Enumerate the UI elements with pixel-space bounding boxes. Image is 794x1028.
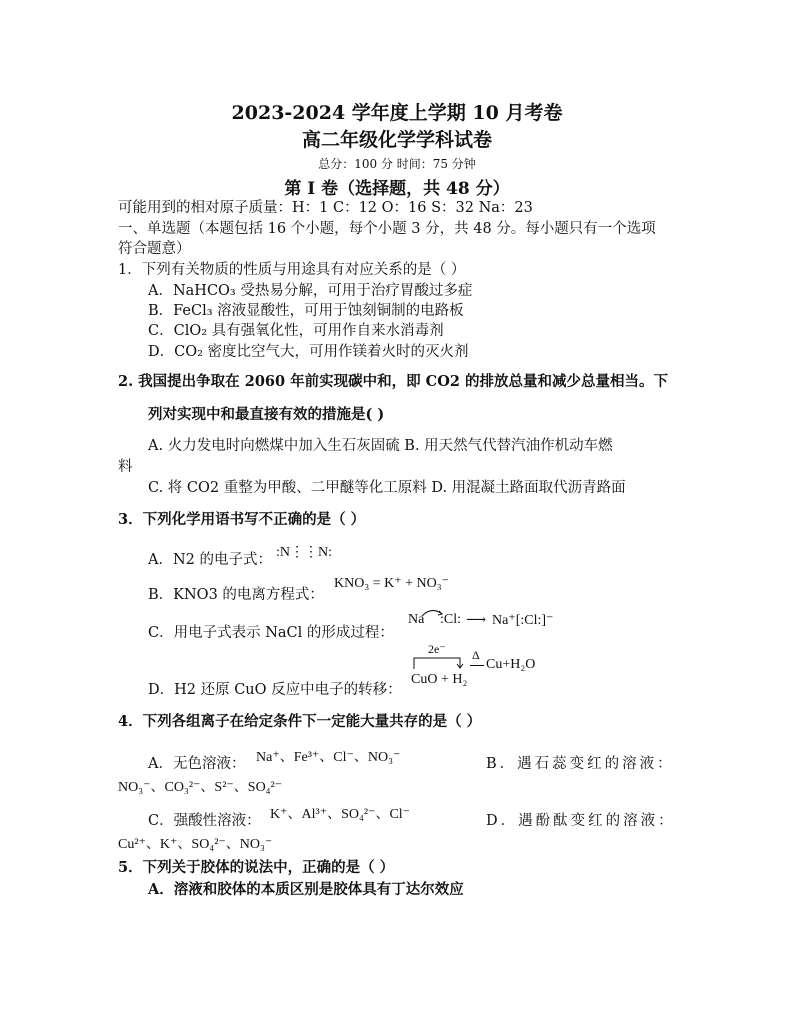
q3-option-d-products: Cu+H₂O [486, 657, 536, 672]
q2-options-cd: C. 将 CO2 重整为甲酸、二甲醚等化工原料 D. 用混凝土路面取代沥青路面 [148, 480, 626, 496]
q3-option-d-label: D．H2 还原 CuO 反应中电子的转移： [148, 682, 402, 698]
q2-stem-line1: 2. 我国提出争取在 2060 年前实现碳中和，即 CO2 的排放总量和减少总量相当。下 [118, 373, 668, 390]
q5-stem: 5．下列关于胶体的说法中，正确的是（ ） [118, 859, 395, 876]
q3-option-c-chlorine: :Cl: [440, 612, 462, 627]
q4-option-c-label: C．强酸性溶液： [148, 813, 261, 829]
q3-option-c-left: Na [408, 612, 425, 627]
q4-option-b-ions: NO₃⁻、CO₃²⁻、S²⁻、SO₄²⁻ [118, 780, 283, 795]
q4-stem: 4．下列各组离子在给定条件下一定能大量共存的是（ ） [118, 713, 482, 730]
q2-stem-line2: 列对实现中和最直接有效的措施是( ) [148, 406, 385, 423]
q4-option-b-label: B．遇石蕊变红的溶液： [486, 756, 675, 772]
arrow-icon: ⟶ [466, 613, 487, 628]
electron-transfer-arc-icon [420, 606, 446, 618]
q1-stem: 1．下列有关物质的性质与用途具有对应关系的是（ ） [118, 262, 466, 278]
q3-stem: 3．下列化学用语书写不正确的是（ ） [118, 511, 366, 528]
electron-transfer-bracket-icon [412, 656, 468, 670]
exam-title: 2023-2024 学年度上学期 10 月考卷 [231, 102, 563, 124]
q1-option-d: D．CO₂ 密度比空气大，可用作镁着火时的灭火剂 [148, 344, 469, 360]
part-title: 第 I 卷（选择题，共 48 分） [284, 179, 510, 199]
q4-option-c-ions: K⁺、Al³⁺、SO₄²⁻、Cl⁻ [270, 807, 411, 822]
q5-option-a: A．溶液和胶体的本质区别是胶体具有丁达尔效应 [148, 881, 464, 898]
exam-meta: 总分：100 分 时间：75 分钟 [318, 157, 476, 171]
q4-option-d-ions: Cu²⁺、K⁺、SO₄²⁻、NO₃⁻ [118, 837, 273, 852]
equals-line-icon [470, 665, 484, 666]
section-instructions-line1: 一、单选题（本题包括 16 个小题，每个小题 3 分，共 48 分。每小题只有一个选项 [118, 221, 656, 237]
q3-option-b-label: B．KNO3 的电离方程式： [148, 587, 324, 603]
atomic-masses: 可能用到的相对原子质量：H：1 C：12 O：16 S：32 Na：23 [118, 200, 533, 216]
q4-option-a-label: A．无色溶液： [148, 756, 246, 772]
section-instructions-line2: 符合题意） [118, 241, 191, 257]
q3-option-b-formula: KNO₃ = K⁺ + NO₃⁻ [334, 576, 449, 591]
exam-subtitle: 高二年级化学学科试卷 [301, 129, 492, 151]
q2-options-ab: A. 火力发电时向燃煤中加入生石灰固硫 B. 用天然气代替汽油作机动车燃 [148, 438, 613, 454]
q1-option-c: C．ClO₂ 具有强氧化性，可用作自来水消毒剂 [148, 323, 444, 339]
q4-option-a-ions: Na⁺、Fe³⁺、Cl⁻、NO₃⁻ [256, 750, 401, 765]
q3-option-d-electrons: 2e⁻ [428, 642, 446, 656]
q3-option-a-formula: :N⋮⋮N: [276, 545, 332, 560]
q2-options-ab-cont: 料 [118, 459, 133, 475]
q1-option-b: B．FeCl₃ 溶液显酸性，可用于蚀刻铜制的电路板 [148, 303, 464, 319]
q3-option-d-delta: Δ [472, 648, 480, 662]
q3-option-c-right: Na⁺[:Cl:]⁻ [492, 613, 554, 628]
q3-option-d-reactants: CuO + H₂ [411, 672, 468, 687]
q3-option-a-label: A．N2 的电子式： [148, 552, 272, 568]
q3-option-c-label: C．用电子式表示 NaCl 的形成过程： [148, 625, 394, 641]
q1-option-a: A．NaHCO₃ 受热易分解，可用于治疗胃酸过多症 [148, 283, 473, 299]
q4-option-d-label: D．遇酚酞变红的溶液： [486, 813, 676, 829]
